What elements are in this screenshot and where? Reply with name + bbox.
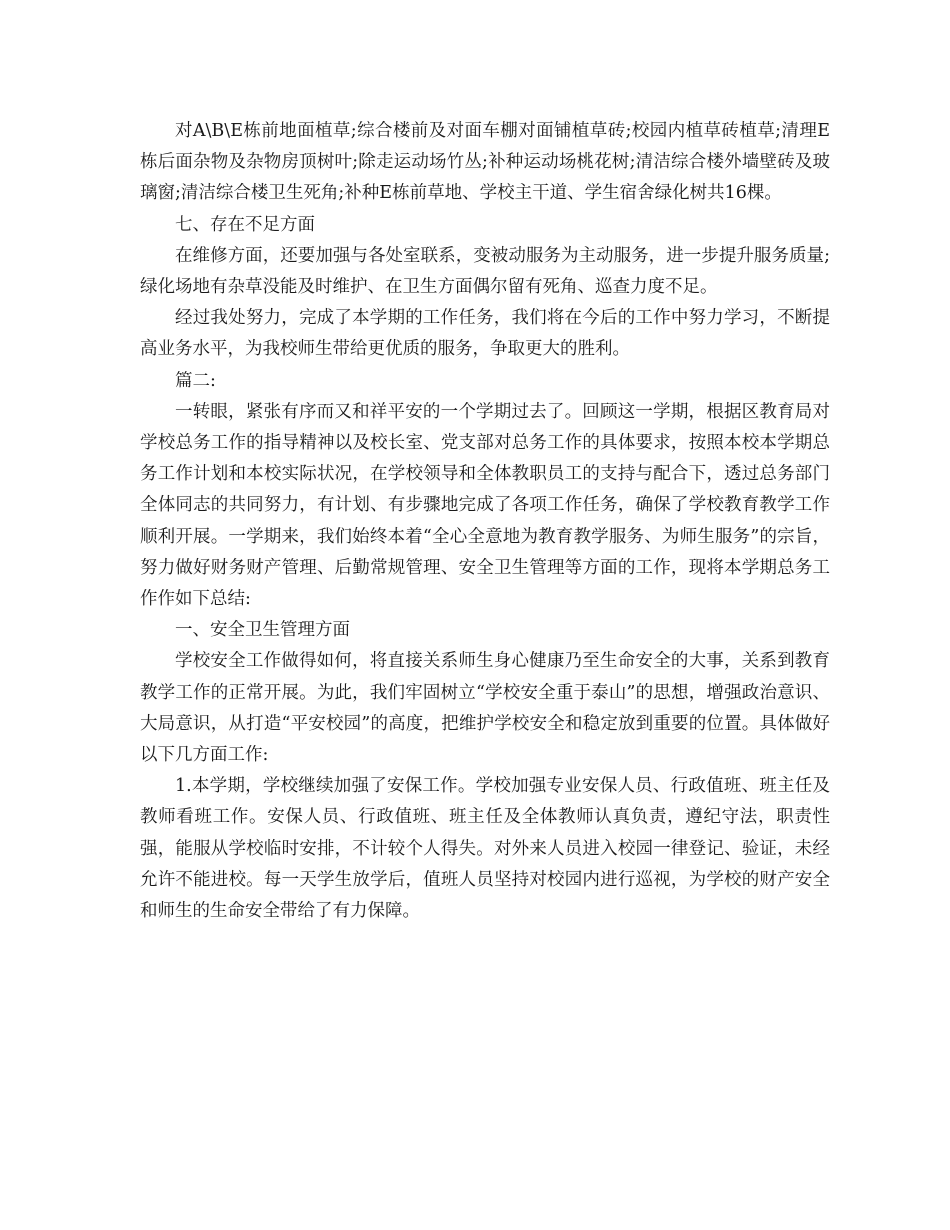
heading-part-two: 篇二: xyxy=(175,370,216,391)
heading-shortcomings: 七、存在不足方面 xyxy=(175,214,315,235)
heading-safety-hygiene: 一、安全卫生管理方面 xyxy=(175,620,350,641)
paragraph-security-item-1: 1.本学期，学校继续加强了安保工作。学校加强专业安保人员、行政值班、班主任及教师看班工作。安保人员、行政值班、班主任及全体教师认真负责，遵纪守法，职责性强，能服从学校临时安排，不计较个人得失。对外来人员进入校园一律登记、验证，未经允许不能进校。每一天学生放学后，值班人员坚持对校园内进行巡视，为学校的财产安全和师生的生命安全带给了有力保障。 xyxy=(140,776,830,922)
document-body xyxy=(140,116,830,927)
paragraph-conclusion: 经过我处努力，完成了本学期的工作任务，我们将在今后的工作中努力学习，不断提高业务水平，为我校师生带给更优质的服务，争取更大的胜利。 xyxy=(140,308,830,360)
paragraph-semester-review: 一转眼，紧张有序而又和祥平安的一个学期过去了。回顾这一学期，根据区教育局对学校总务工作的指导精神以及校长室、党支部对总务工作的具体要求，按照本校本学期总务工作计划和本校实际状况，在学校领导和全体教职员工的支持与配合下，透过总务部门全体同志的共同努力，有计划、有步骤地完成了各项工作任务，确保了学校教育教学工作顺利开展。一学期来，我们始终本着“全心全意地为教育教学服务、为师生服务”的宗旨，努力做好财务财产管理、后勤常规管理、安全卫生管理等方面的工作，现将本学期总务工作作如下总结: xyxy=(140,401,830,610)
paragraph-safety-work: 学校安全工作做得如何，将直接关系师生身心健康乃至生命安全的大事，关系到教育教学工作的正常开展。为此，我们牢固树立“学校安全重于泰山”的思想，增强政治意识、大局意识，从打造“平安校园”的高度，把维护学校安全和稳定放到重要的位置。具体做好以下几方面工作: xyxy=(140,651,830,766)
paragraph-greening-work: 对A\B\E栋前地面植草;综合楼前及对面车棚对面铺植草砖;校园内植草砖植草;清理E栋后面杂物及杂物房顶树叶;除走运动场竹丛;补种运动场桃花树;清洁综合楼外墙壁砖及玻璃窗;清洁综合楼卫生死角;补种E栋前草地、学校主干道、学生宿舍绿化树共16棵。 xyxy=(140,121,830,204)
paragraph-maintenance: 在维修方面，还要加强与各处室联系，变被动服务为主动服务，进一步提升服务质量;绿化场地有杂草没能及时维护、在卫生方面偶尔留有死角、巡查力度不足。 xyxy=(140,245,830,298)
